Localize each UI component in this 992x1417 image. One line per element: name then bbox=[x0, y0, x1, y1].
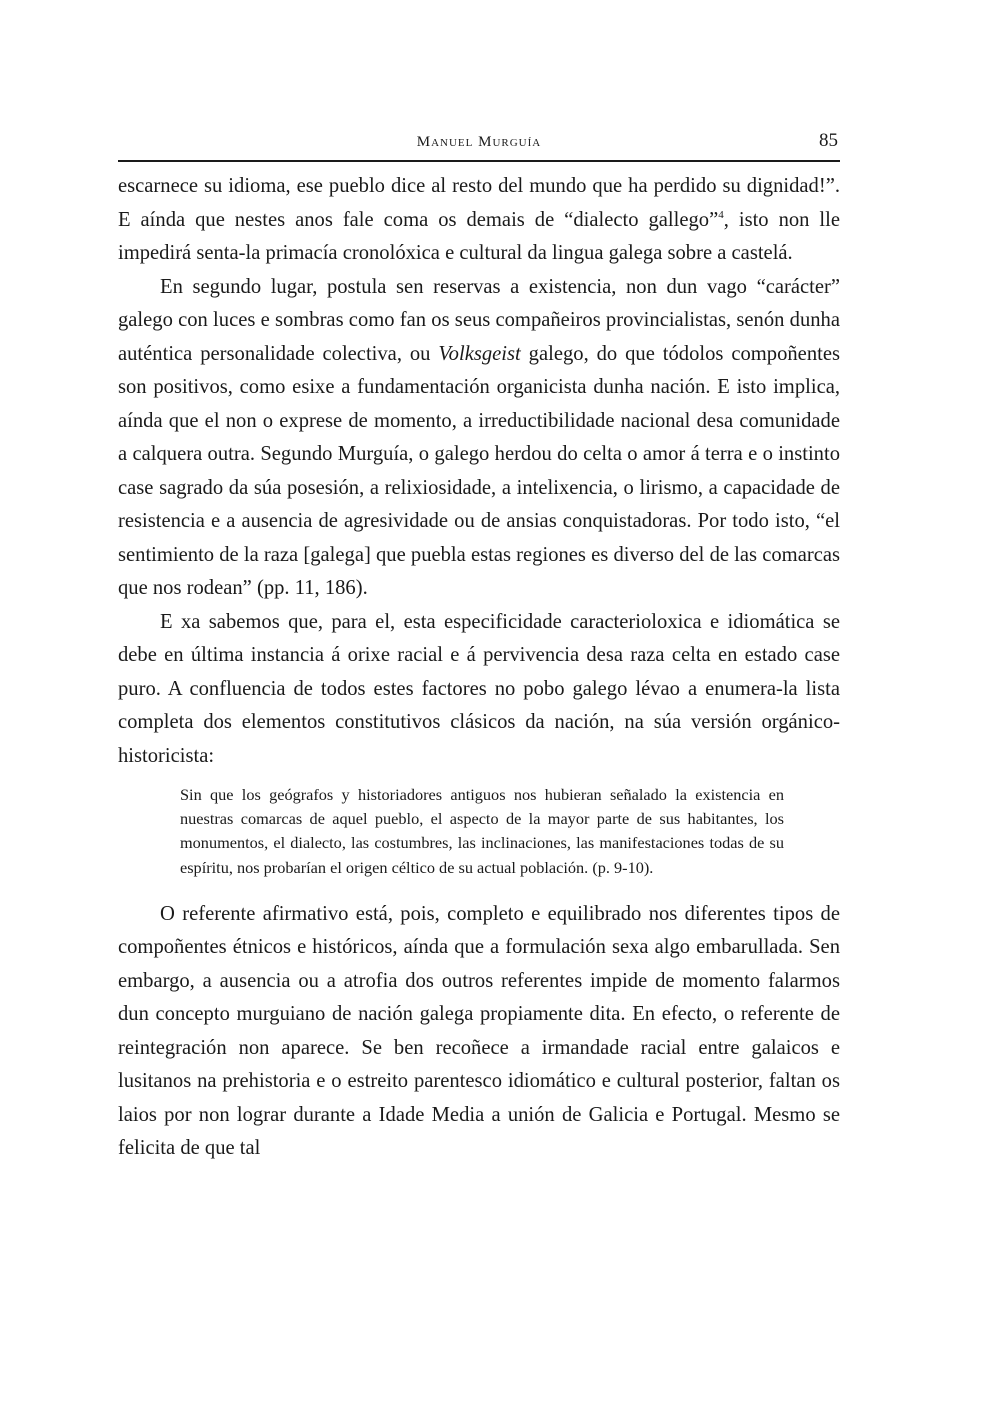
paragraph-2-text-cont: galego, do que tódolos compoñentes son positivos, como esixe a fundamentación organicista dunha nación. E isto implica, aínda que el non o exprese de momento, a irreductibilidade nacional desa comunidade a calquera outra. Segundo Murguía, o galego herdou do celta o amor á terra e o instinto case sagrado da súa posesión, a relixiosidade, a intelixencia, o lirismo, a capacidade de resistencia e a ausencia de agresividade ou de ansias conquistadoras. Por todo isto, “el sentimiento de la raza [galega] que puebla estas regiones es diverso del de las comarcas que nos rodean” (pp. 11, 186). bbox=[118, 342, 840, 599]
block-quote-text: Sin que los geógrafos y historiadores antiguos nos hubieran señalado la existencia en nuestras comarcas de aquel pueblo, el aspecto de la mayor parte de sus habitantes, los monumentos, el dialecto, las costumbres, las inclinaciones, las manifestaciones todas de su espíritu, nos probarían el origen céltico de su actual población. (p. 9-10). bbox=[180, 785, 784, 877]
paragraph-1-text: escarnece su idioma, ese pueblo dice al resto del mundo que ha perdido su dignidad!”. E aínda que nestes anos fale coma os demais de “dialecto gallego” bbox=[118, 175, 840, 231]
body-text bbox=[118, 170, 840, 773]
paragraph-2-text: En segundo lugar, postula sen reservas a existencia, non dun vago “carácter” galego con luces e sombras como fan os seus compañeiros provincialistas, senón dunha auténtica personalidade colectiva, ou bbox=[118, 275, 840, 365]
book-page bbox=[118, 128, 840, 1166]
paragraph-4: O referente afirmativo está, pois, completo e equilibrado nos diferentes tipos de compoñentes étnicos e históricos, aínda que a formulación sexa algo embarullada. Sen embargo, a ausencia ou a atrofia dos outros referentes impide de momento falarmos dun concepto murguiano de nación galega propiamente dita. En efecto, o referente de reintegración non aparece. Se ben recoñece a irmandade racial entre galaicos e lusitanos na prehistoria e o estreito parentesco idiomático e cultural posterior, faltan os laios por non lograr durante a Idade Media a unión de Galicia e Portugal. Mesmo se felicita de que tal bbox=[118, 902, 840, 1160]
volksgeist-term: Volksgeist bbox=[438, 342, 521, 365]
paragraph-1-text-cont: , isto non lle impedirá senta-la primacía cronolóxica e cultural da lingua galega sobre a castelá. bbox=[118, 208, 841, 264]
block-quote bbox=[180, 783, 784, 880]
body-text-continued bbox=[118, 898, 840, 1166]
paragraph-2 bbox=[118, 271, 840, 606]
running-head-author: Manuel Murguía bbox=[416, 134, 542, 150]
paragraph-1 bbox=[118, 170, 840, 271]
page-number: 85 bbox=[819, 130, 838, 151]
footnote-marker: 4 bbox=[718, 208, 724, 221]
running-header bbox=[118, 128, 840, 162]
paragraph-3: E xa sabemos que, para el, esta especificidade caracterioloxica e idiomática se debe en última instancia á orixe racial e á pervivencia desa raza celta en estado case puro. A confluencia de todos estes factores no pobo galego lévao a enumera-la lista completa dos elementos constitutivos clásicos da nación, na súa versión orgánico-historicista: bbox=[118, 610, 840, 767]
